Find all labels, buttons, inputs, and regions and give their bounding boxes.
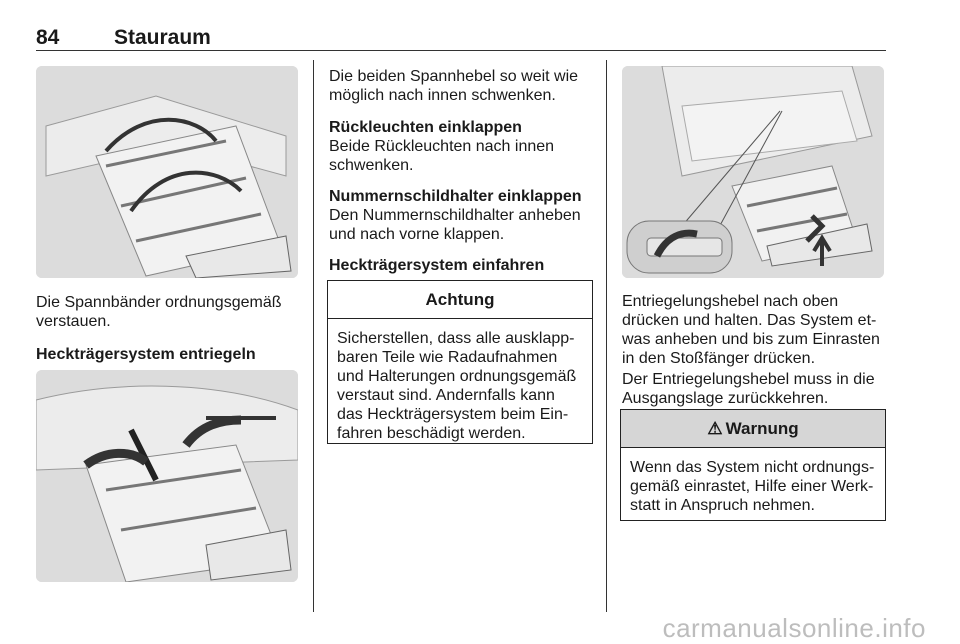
warning-title: Warnung xyxy=(725,418,799,438)
caption-tension-straps: Die Spannbänder ordnungsgemäß verstauen. xyxy=(36,294,282,330)
page-title: Stauraum xyxy=(114,26,211,49)
caution-body: Sicherstellen, dass alle ausklappbaren Teile wie Radaufnahmen und Halterungen ordnungsgemäß verstaut sind. Andernfalls kann das Heckträgersystem beim Einfahren beschädigt werden. xyxy=(337,330,577,442)
unlock-system-illustration xyxy=(36,370,298,582)
warning-box xyxy=(620,409,886,521)
column-divider-left xyxy=(313,60,314,612)
warning-body: Wenn das System nicht ordnungsgemäß einrastet, Hilfe einer Werkstatt in Anspruch nehmen. xyxy=(630,459,875,514)
heading-unlock-system: Heckträgersystem entriegeln xyxy=(36,346,256,363)
caution-box xyxy=(327,280,593,444)
paragraph-lever-returns: Der Entriegelungshebel muss in die Ausgangslage zurückkehren. xyxy=(622,371,875,407)
warning-triangle-icon: ⚠ xyxy=(707,418,723,438)
paragraph-fold-plate-holder: Den Nummernschildhalter anheben und nach vorne klappen. xyxy=(329,207,581,243)
header-rule xyxy=(36,50,886,51)
paragraph-swing-levers: Die beiden Spannhebel so weit wie möglich nach innen schwenken. xyxy=(329,68,579,104)
tension-straps-illustration xyxy=(36,66,298,278)
heading-retract-system: Heckträgersystem einfahren xyxy=(329,257,545,274)
heading-fold-plate-holder: Nummernschildhalter einklappen xyxy=(329,188,582,205)
column-divider-right xyxy=(606,60,607,612)
page-number: 84 xyxy=(36,26,60,49)
retract-system-illustration xyxy=(622,66,884,278)
warning-header xyxy=(621,410,885,448)
watermark: carmanualsonline.info xyxy=(662,613,926,643)
heading-fold-taillights: Rückleuchten einklappen xyxy=(329,119,522,136)
paragraph-press-release-lever: Entriegelungshebel nach oben drücken und halten. Das System etwas anheben und bis zum Einrasten in den Stoßfänger drücken. xyxy=(622,293,880,367)
paragraph-fold-taillights: Beide Rückleuchten nach innen schwenken. xyxy=(329,138,555,174)
caution-title: Achtung xyxy=(328,281,592,319)
